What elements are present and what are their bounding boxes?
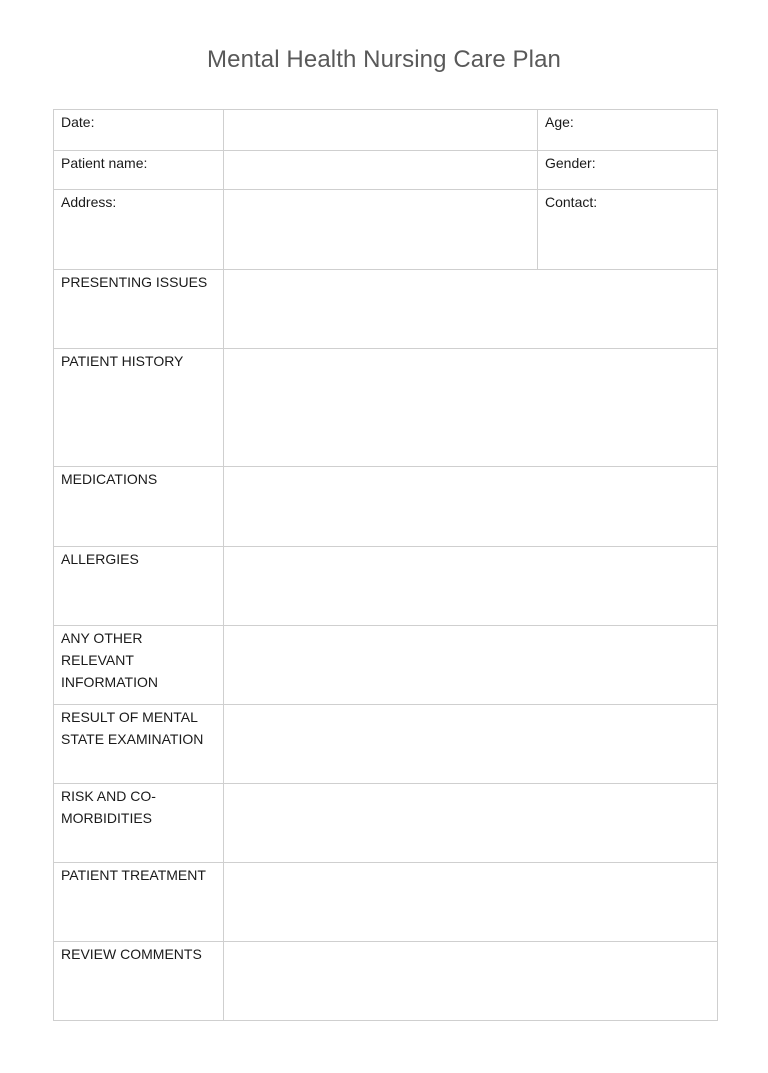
section-row-presenting-issues [54, 270, 718, 349]
address-label-cell [54, 190, 224, 270]
patient-name-label: Patient name: [61, 155, 148, 171]
contact-cell [538, 190, 718, 270]
age-cell [538, 110, 718, 151]
allergies-field[interactable] [224, 547, 717, 625]
patient-name-field[interactable] [224, 151, 537, 189]
contact-label: Contact: [545, 194, 598, 210]
section-value-cell [224, 705, 718, 784]
section-value-cell [224, 942, 718, 1021]
patient-name-value-cell [224, 151, 538, 190]
gender-cell [538, 151, 718, 190]
page-title: Mental Health Nursing Care Plan [207, 46, 561, 73]
section-row-patient-treatment [54, 863, 718, 942]
date-label-cell [54, 110, 224, 151]
presenting-issues-field[interactable] [224, 270, 717, 348]
medications-label: MEDICATIONS [61, 471, 158, 487]
section-label-cell [54, 705, 224, 784]
review-comments-label: REVIEW COMMENTS [61, 946, 202, 962]
section-label-cell [54, 349, 224, 467]
section-row-review-comments [54, 942, 718, 1021]
patient-name-label-cell [54, 151, 224, 190]
section-value-cell [224, 467, 718, 547]
row-name-gender [54, 151, 718, 190]
mental-state-exam-label: RESULT OF MENTAL STATE EXAMINATION [61, 709, 204, 747]
row-date-age [54, 110, 718, 151]
section-label-cell [54, 942, 224, 1021]
address-label: Address: [61, 194, 117, 210]
risk-comorbidities-label: RISK AND CO-MORBIDITIES [61, 788, 156, 826]
section-label-cell [54, 270, 224, 349]
section-value-cell [224, 349, 718, 467]
section-row-risk-comorbidities [54, 784, 718, 863]
section-label-cell [54, 467, 224, 547]
date-field[interactable] [224, 110, 537, 150]
section-label-cell [54, 863, 224, 942]
section-value-cell [224, 784, 718, 863]
section-value-cell [224, 863, 718, 942]
section-row-other-info [54, 626, 718, 705]
other-info-label: ANY OTHER RELEVANT INFORMATION [61, 630, 158, 690]
section-row-allergies [54, 547, 718, 626]
care-plan-table [53, 109, 718, 1021]
address-value-cell [224, 190, 538, 270]
patient-treatment-label: PATIENT TREATMENT [61, 867, 206, 883]
allergies-label: ALLERGIES [61, 551, 139, 567]
patient-history-field[interactable] [224, 349, 717, 466]
section-row-patient-history [54, 349, 718, 467]
risk-comorbidities-field[interactable] [224, 784, 717, 862]
date-value-cell [224, 110, 538, 151]
review-comments-field[interactable] [224, 942, 717, 1020]
other-info-field[interactable] [224, 626, 717, 704]
section-label-cell [54, 784, 224, 863]
section-value-cell [224, 270, 718, 349]
section-value-cell [224, 626, 718, 705]
address-field[interactable] [224, 190, 537, 269]
section-row-medications [54, 467, 718, 547]
section-row-mental-state-exam [54, 705, 718, 784]
section-value-cell [224, 547, 718, 626]
row-address-contact [54, 190, 718, 270]
medications-field[interactable] [224, 467, 717, 546]
age-label: Age: [545, 114, 574, 130]
section-label-cell [54, 626, 224, 705]
section-label-cell [54, 547, 224, 626]
presenting-issues-label: PRESENTING ISSUES [61, 274, 208, 290]
mental-state-exam-field[interactable] [224, 705, 717, 783]
gender-label: Gender: [545, 155, 596, 171]
patient-history-label: PATIENT HISTORY [61, 353, 184, 369]
date-label: Date: [61, 114, 95, 130]
patient-treatment-field[interactable] [224, 863, 717, 941]
